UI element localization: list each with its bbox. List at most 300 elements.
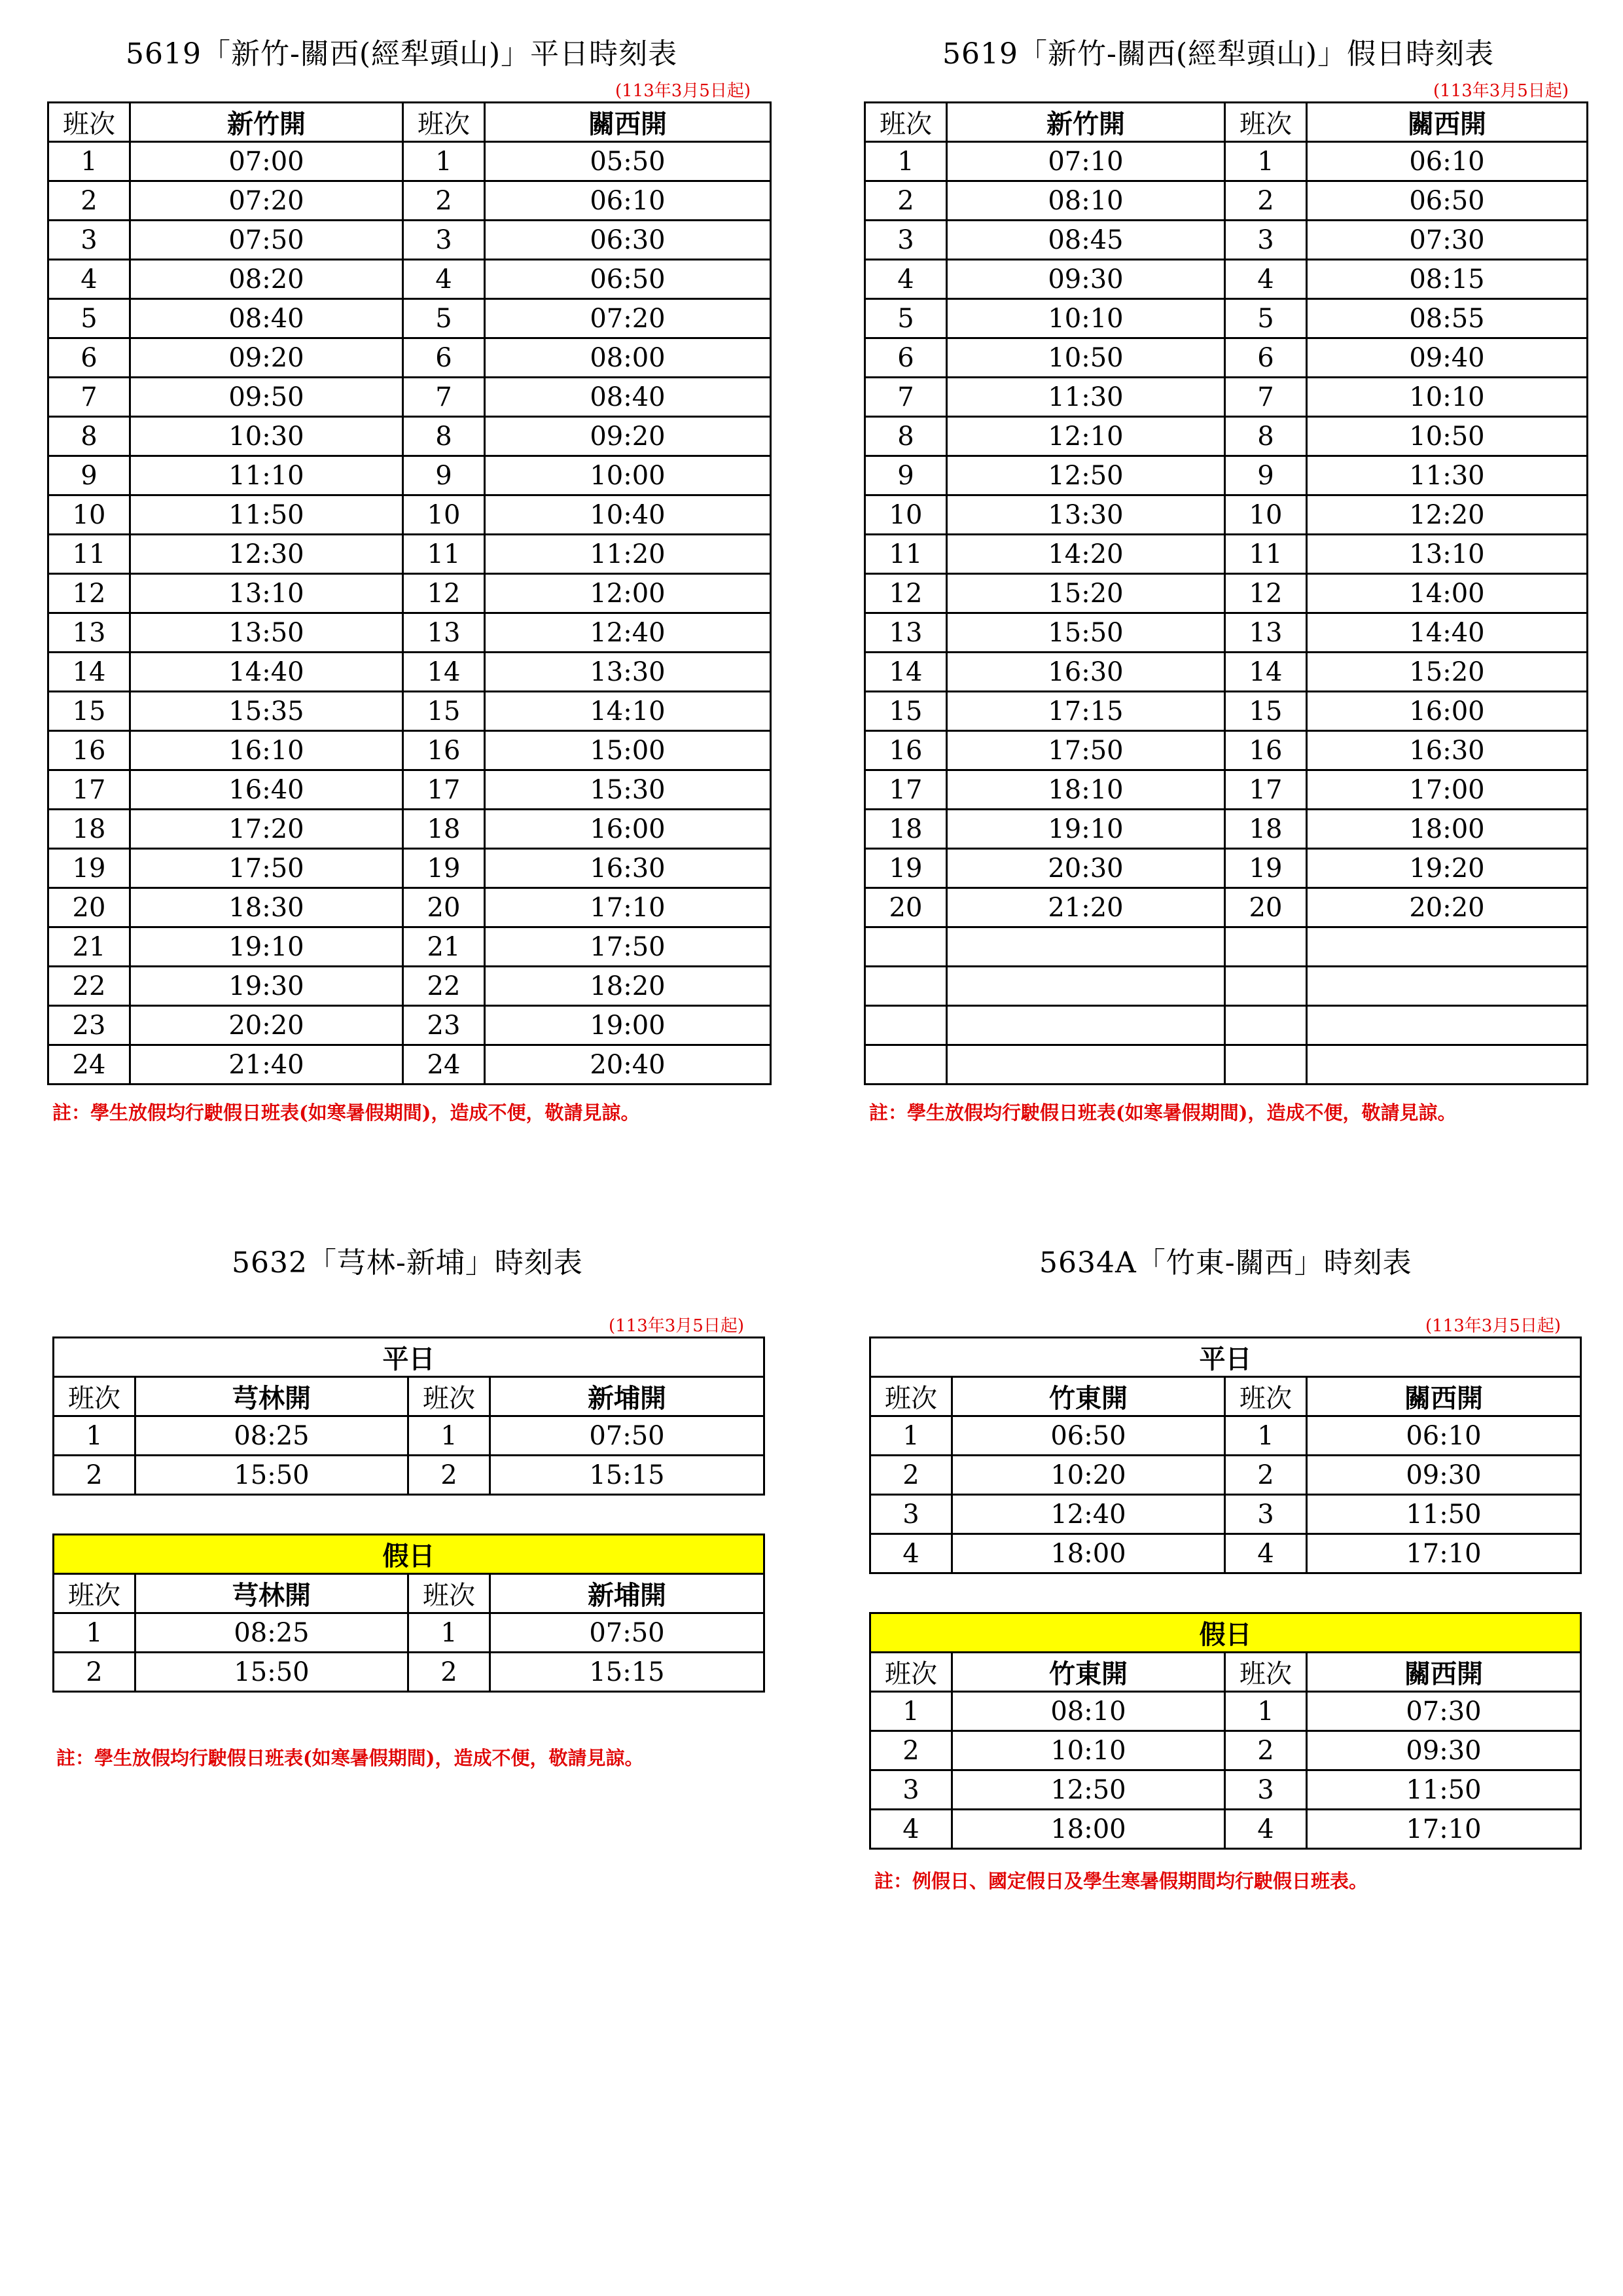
departure-time-cell: 10:10	[1307, 378, 1588, 417]
trip-no-cell	[865, 927, 947, 967]
table-row	[54, 1416, 764, 1456]
departure-time-cell: 11:50	[1307, 1770, 1581, 1810]
table-row	[54, 1653, 764, 1692]
table-row	[865, 653, 1588, 692]
trip-no-cell: 18	[1225, 810, 1307, 849]
weekday-label: 平日	[870, 1338, 1581, 1377]
departure-time-cell: 07:20	[485, 299, 771, 338]
trip-no-cell: 1	[1225, 1692, 1307, 1731]
holiday-label: 假日	[54, 1535, 764, 1574]
table-row	[865, 456, 1588, 495]
table-row	[48, 299, 771, 338]
header-row	[54, 1377, 764, 1416]
departure-b-header: 新埔開	[490, 1574, 764, 1613]
table-row	[48, 378, 771, 417]
table-row	[48, 888, 771, 927]
footnote: 註：學生放假均行駛假日班表(如寒暑假期間)，造成不便，敬請見諒。	[52, 1102, 640, 1124]
departure-time-cell: 09:30	[1307, 1456, 1581, 1495]
departure-time-cell: 15:50	[135, 1456, 408, 1495]
departure-time-cell: 07:50	[490, 1416, 764, 1456]
trip-no-cell: 2	[408, 1653, 490, 1692]
trip-no-cell: 7	[865, 378, 947, 417]
trip-no-cell: 3	[403, 221, 485, 260]
departure-time-cell: 06:50	[485, 260, 771, 299]
departure-time-cell: 08:15	[1307, 260, 1588, 299]
table-row	[865, 495, 1588, 535]
header-row	[54, 1574, 764, 1613]
departure-b-header: 關西開	[1307, 103, 1588, 142]
table-row	[48, 260, 771, 299]
table-row	[48, 417, 771, 456]
departure-time-cell: 09:30	[1307, 1731, 1581, 1770]
trip-no-cell: 11	[865, 535, 947, 574]
trip-no-cell: 6	[48, 338, 130, 378]
departure-time-cell: 10:10	[952, 1731, 1225, 1770]
trip-no-cell: 4	[865, 260, 947, 299]
departure-time-cell: 08:20	[130, 260, 403, 299]
trip-no-cell: 1	[54, 1416, 135, 1456]
departure-time-cell: 06:10	[1307, 1416, 1581, 1456]
departure-time-cell	[1307, 927, 1588, 967]
departure-time-cell: 16:30	[485, 849, 771, 888]
departure-time-cell: 07:50	[490, 1613, 764, 1653]
trip-no-header: 班次	[870, 1377, 952, 1416]
departure-time-cell: 08:40	[485, 378, 771, 417]
trip-no-cell: 16	[1225, 731, 1307, 770]
trip-no-header: 班次	[1225, 1653, 1307, 1692]
trip-no-cell: 5	[48, 299, 130, 338]
table-row	[870, 1495, 1581, 1534]
departure-time-cell	[1307, 1006, 1588, 1045]
trip-no-header: 班次	[48, 103, 130, 142]
trip-no-cell: 13	[403, 613, 485, 653]
trip-no-cell: 11	[48, 535, 130, 574]
trip-no-cell: 19	[48, 849, 130, 888]
departure-time-cell: 17:50	[947, 731, 1225, 770]
trip-no-cell: 1	[54, 1613, 135, 1653]
trip-no-cell: 14	[1225, 653, 1307, 692]
holiday-schedule-table	[52, 1534, 765, 1693]
departure-time-cell: 16:10	[130, 731, 403, 770]
departure-time-cell: 15:15	[490, 1456, 764, 1495]
trip-no-header: 班次	[408, 1574, 490, 1613]
table-row	[865, 299, 1588, 338]
trip-no-cell: 18	[48, 810, 130, 849]
departure-time-cell: 13:10	[130, 574, 403, 613]
departure-time-cell: 06:50	[952, 1416, 1225, 1456]
trip-no-cell	[1225, 1006, 1307, 1045]
departure-time-cell: 07:30	[1307, 221, 1588, 260]
trip-no-cell	[1225, 927, 1307, 967]
departure-a-header: 竹東開	[952, 1653, 1225, 1692]
departure-time-cell: 15:50	[135, 1653, 408, 1692]
table-row	[865, 1006, 1588, 1045]
trip-no-cell: 7	[48, 378, 130, 417]
trip-no-header: 班次	[408, 1377, 490, 1416]
trip-no-header: 班次	[1225, 1377, 1307, 1416]
section-header-row	[870, 1338, 1581, 1377]
departure-time-cell	[947, 967, 1225, 1006]
trip-no-cell: 6	[1225, 338, 1307, 378]
section-header-row	[54, 1535, 764, 1574]
departure-time-cell: 11:30	[1307, 456, 1588, 495]
header-row	[48, 103, 771, 142]
trip-no-cell: 2	[48, 181, 130, 221]
trip-no-cell: 24	[48, 1045, 130, 1085]
trip-no-cell: 3	[48, 221, 130, 260]
trip-no-cell	[1225, 1045, 1307, 1085]
trip-no-cell: 17	[48, 770, 130, 810]
departure-time-cell: 13:30	[485, 653, 771, 692]
departure-time-cell: 11:50	[130, 495, 403, 535]
departure-time-cell: 12:50	[952, 1770, 1225, 1810]
departure-time-cell: 17:50	[130, 849, 403, 888]
table-row	[870, 1692, 1581, 1731]
table-row	[865, 221, 1588, 260]
departure-time-cell: 08:25	[135, 1613, 408, 1653]
departure-time-cell: 08:00	[485, 338, 771, 378]
trip-no-cell: 14	[403, 653, 485, 692]
departure-b-header: 關西開	[485, 103, 771, 142]
table-row	[48, 456, 771, 495]
trip-no-cell: 9	[403, 456, 485, 495]
table-row	[48, 810, 771, 849]
trip-no-cell: 3	[1225, 1495, 1307, 1534]
departure-b-header: 關西開	[1307, 1377, 1581, 1416]
table-row	[865, 888, 1588, 927]
departure-time-cell: 11:20	[485, 535, 771, 574]
header-row	[865, 103, 1588, 142]
table-row	[865, 613, 1588, 653]
table-row	[865, 927, 1588, 967]
table-row	[54, 1613, 764, 1653]
departure-time-cell: 08:55	[1307, 299, 1588, 338]
trip-no-cell: 7	[403, 378, 485, 417]
table-row	[48, 495, 771, 535]
trip-no-cell: 1	[865, 142, 947, 181]
page-title: 5619「新竹-關西(經犁頭山)」假日時刻表	[942, 37, 1495, 71]
departure-time-cell: 18:10	[947, 770, 1225, 810]
departure-time-cell: 08:10	[947, 181, 1225, 221]
table-row	[865, 378, 1588, 417]
trip-no-cell: 2	[403, 181, 485, 221]
departure-time-cell: 19:10	[947, 810, 1225, 849]
departure-time-cell: 16:30	[1307, 731, 1588, 770]
table-row	[865, 181, 1588, 221]
trip-no-header: 班次	[865, 103, 947, 142]
trip-no-cell: 13	[865, 613, 947, 653]
trip-no-cell: 6	[403, 338, 485, 378]
trip-no-cell: 2	[870, 1731, 952, 1770]
trip-no-cell: 14	[48, 653, 130, 692]
trip-no-cell: 20	[48, 888, 130, 927]
table-row	[48, 181, 771, 221]
departure-time-cell: 08:40	[130, 299, 403, 338]
trip-no-cell: 22	[403, 967, 485, 1006]
departure-time-cell: 08:10	[952, 1692, 1225, 1731]
departure-time-cell: 15:20	[1307, 653, 1588, 692]
departure-time-cell: 12:50	[947, 456, 1225, 495]
trip-no-cell: 16	[865, 731, 947, 770]
departure-time-cell: 20:30	[947, 849, 1225, 888]
trip-no-cell: 1	[408, 1613, 490, 1653]
table-row	[870, 1534, 1581, 1573]
trip-no-cell: 5	[865, 299, 947, 338]
trip-no-cell: 2	[54, 1653, 135, 1692]
trip-no-cell: 4	[48, 260, 130, 299]
trip-no-cell: 23	[48, 1006, 130, 1045]
departure-time-cell: 14:40	[1307, 613, 1588, 653]
departure-time-cell	[947, 927, 1225, 967]
departure-a-header: 新竹開	[947, 103, 1225, 142]
trip-no-cell: 2	[54, 1456, 135, 1495]
trip-no-cell: 2	[1225, 181, 1307, 221]
header-row	[870, 1653, 1581, 1692]
departure-time-cell: 15:35	[130, 692, 403, 731]
trip-no-cell: 19	[1225, 849, 1307, 888]
departure-time-cell: 13:50	[130, 613, 403, 653]
trip-no-cell: 4	[403, 260, 485, 299]
trip-no-cell: 3	[1225, 1770, 1307, 1810]
departure-time-cell: 09:40	[1307, 338, 1588, 378]
table-row	[48, 613, 771, 653]
trip-no-cell: 9	[1225, 456, 1307, 495]
departure-time-cell	[1307, 967, 1588, 1006]
departure-b-header: 新埔開	[490, 1377, 764, 1416]
departure-time-cell: 18:20	[485, 967, 771, 1006]
trip-no-cell: 19	[403, 849, 485, 888]
section-header-row	[54, 1338, 764, 1377]
table-row	[48, 142, 771, 181]
trip-no-cell: 17	[865, 770, 947, 810]
trip-no-cell: 3	[1225, 221, 1307, 260]
departure-time-cell: 12:40	[485, 613, 771, 653]
departure-time-cell: 17:10	[485, 888, 771, 927]
departure-time-cell: 06:30	[485, 221, 771, 260]
trip-no-header: 班次	[54, 1377, 135, 1416]
departure-time-cell: 07:30	[1307, 1692, 1581, 1731]
departure-time-cell: 16:00	[1307, 692, 1588, 731]
trip-no-cell: 17	[1225, 770, 1307, 810]
table-row	[48, 574, 771, 613]
weekday-schedule-table	[52, 1336, 765, 1496]
table-row	[48, 731, 771, 770]
trip-no-cell: 12	[403, 574, 485, 613]
trip-no-cell: 1	[403, 142, 485, 181]
trip-no-cell: 21	[403, 927, 485, 967]
departure-b-header: 關西開	[1307, 1653, 1581, 1692]
departure-time-cell: 20:20	[130, 1006, 403, 1045]
departure-time-cell: 17:00	[1307, 770, 1588, 810]
trip-no-cell: 15	[865, 692, 947, 731]
table-row	[870, 1416, 1581, 1456]
departure-time-cell: 14:10	[485, 692, 771, 731]
table-row	[48, 967, 771, 1006]
table-row	[870, 1731, 1581, 1770]
departure-time-cell: 17:15	[947, 692, 1225, 731]
departure-time-cell: 10:50	[947, 338, 1225, 378]
trip-no-cell: 2	[408, 1456, 490, 1495]
departure-time-cell: 07:20	[130, 181, 403, 221]
departure-time-cell: 14:00	[1307, 574, 1588, 613]
page-title: 5634A「竹東-關西」時刻表	[1039, 1246, 1412, 1280]
weekday-label: 平日	[54, 1338, 764, 1377]
trip-no-cell: 18	[865, 810, 947, 849]
trip-no-cell: 11	[1225, 535, 1307, 574]
trip-no-cell: 6	[865, 338, 947, 378]
trip-no-header: 班次	[403, 103, 485, 142]
trip-no-cell: 23	[403, 1006, 485, 1045]
departure-a-header: 竹東開	[952, 1377, 1225, 1416]
table-row	[48, 221, 771, 260]
departure-time-cell: 10:00	[485, 456, 771, 495]
table-row	[865, 849, 1588, 888]
departure-time-cell: 21:40	[130, 1045, 403, 1085]
departure-time-cell: 11:10	[130, 456, 403, 495]
trip-no-cell: 5	[1225, 299, 1307, 338]
trip-no-cell: 13	[1225, 613, 1307, 653]
departure-time-cell: 20:20	[1307, 888, 1588, 927]
departure-time-cell: 13:10	[1307, 535, 1588, 574]
departure-time-cell: 19:00	[485, 1006, 771, 1045]
departure-time-cell: 17:10	[1307, 1810, 1581, 1849]
trip-no-cell: 4	[1225, 1810, 1307, 1849]
departure-time-cell: 06:10	[1307, 142, 1588, 181]
departure-time-cell: 18:00	[952, 1810, 1225, 1849]
table-row	[48, 535, 771, 574]
trip-no-cell: 13	[48, 613, 130, 653]
table-row	[865, 692, 1588, 731]
departure-a-header: 新竹開	[130, 103, 403, 142]
holiday-label: 假日	[870, 1613, 1581, 1653]
departure-time-cell: 15:00	[485, 731, 771, 770]
effective-date: (113年3月5日起)	[615, 81, 751, 101]
trip-no-cell: 15	[403, 692, 485, 731]
departure-time-cell: 15:50	[947, 613, 1225, 653]
table-row	[48, 770, 771, 810]
trip-no-cell: 16	[403, 731, 485, 770]
table-row	[48, 849, 771, 888]
trip-no-cell: 11	[403, 535, 485, 574]
departure-time-cell: 06:10	[485, 181, 771, 221]
departure-time-cell: 10:40	[485, 495, 771, 535]
trip-no-cell: 3	[870, 1770, 952, 1810]
table-row	[54, 1456, 764, 1495]
departure-time-cell: 11:50	[1307, 1495, 1581, 1534]
table-row	[865, 260, 1588, 299]
departure-time-cell: 12:10	[947, 417, 1225, 456]
departure-time-cell: 19:30	[130, 967, 403, 1006]
header-row	[870, 1377, 1581, 1416]
departure-time-cell: 12:40	[952, 1495, 1225, 1534]
departure-time-cell: 16:30	[947, 653, 1225, 692]
trip-no-cell: 20	[865, 888, 947, 927]
trip-no-cell: 10	[865, 495, 947, 535]
departure-time-cell: 09:20	[130, 338, 403, 378]
departure-time-cell: 15:15	[490, 1653, 764, 1692]
departure-time-cell: 09:30	[947, 260, 1225, 299]
departure-time-cell: 18:00	[952, 1534, 1225, 1573]
schedule-table	[864, 101, 1588, 1085]
trip-no-cell: 2	[1225, 1731, 1307, 1770]
departure-time-cell: 19:20	[1307, 849, 1588, 888]
trip-no-cell: 10	[1225, 495, 1307, 535]
trip-no-cell: 10	[403, 495, 485, 535]
footnote: 註：學生放假均行駛假日班表(如寒暑假期間)，造成不便，敬請見諒。	[56, 1747, 644, 1769]
trip-no-cell: 7	[1225, 378, 1307, 417]
departure-time-cell: 10:20	[952, 1456, 1225, 1495]
trip-no-cell	[1225, 967, 1307, 1006]
trip-no-cell: 9	[48, 456, 130, 495]
departure-time-cell: 10:30	[130, 417, 403, 456]
departure-time-cell: 08:25	[135, 1416, 408, 1456]
departure-time-cell: 14:20	[947, 535, 1225, 574]
trip-no-cell: 12	[48, 574, 130, 613]
trip-no-cell: 15	[1225, 692, 1307, 731]
departure-time-cell: 17:20	[130, 810, 403, 849]
trip-no-cell: 24	[403, 1045, 485, 1085]
trip-no-cell: 16	[48, 731, 130, 770]
trip-no-cell: 4	[1225, 260, 1307, 299]
departure-time-cell: 15:20	[947, 574, 1225, 613]
table-row	[865, 535, 1588, 574]
trip-no-cell	[865, 967, 947, 1006]
departure-time-cell: 13:30	[947, 495, 1225, 535]
trip-no-cell: 8	[403, 417, 485, 456]
departure-time-cell: 09:50	[130, 378, 403, 417]
trip-no-cell: 22	[48, 967, 130, 1006]
table-row	[865, 770, 1588, 810]
departure-time-cell: 12:30	[130, 535, 403, 574]
trip-no-cell: 20	[403, 888, 485, 927]
footnote: 註：學生放假均行駛假日班表(如寒暑假期間)，造成不便，敬請見諒。	[869, 1102, 1457, 1124]
departure-time-cell	[947, 1006, 1225, 1045]
departure-time-cell: 17:10	[1307, 1534, 1581, 1573]
table-row	[48, 692, 771, 731]
effective-date: (113年3月5日起)	[1425, 1316, 1561, 1336]
departure-a-header: 芎林開	[135, 1574, 408, 1613]
departure-time-cell: 07:10	[947, 142, 1225, 181]
table-row	[48, 1045, 771, 1085]
departure-time-cell: 09:20	[485, 417, 771, 456]
trip-no-cell: 1	[870, 1416, 952, 1456]
trip-no-cell: 8	[1225, 417, 1307, 456]
trip-no-cell: 8	[865, 417, 947, 456]
footnote: 註：例假日、國定假日及學生寒暑假期間均行駛假日班表。	[874, 1870, 1368, 1892]
effective-date: (113年3月5日起)	[609, 1316, 744, 1336]
table-row	[48, 338, 771, 378]
table-row	[870, 1770, 1581, 1810]
departure-time-cell: 07:00	[130, 142, 403, 181]
departure-time-cell: 05:50	[485, 142, 771, 181]
departure-time-cell: 11:30	[947, 378, 1225, 417]
trip-no-cell: 18	[403, 810, 485, 849]
trip-no-cell: 5	[403, 299, 485, 338]
departure-time-cell	[1307, 1045, 1588, 1085]
departure-time-cell: 08:45	[947, 221, 1225, 260]
trip-no-cell: 3	[870, 1495, 952, 1534]
effective-date: (113年3月5日起)	[1433, 81, 1569, 101]
trip-no-cell: 21	[48, 927, 130, 967]
table-row	[870, 1810, 1581, 1849]
table-row	[865, 574, 1588, 613]
trip-no-cell: 1	[48, 142, 130, 181]
trip-no-cell	[865, 1045, 947, 1085]
holiday-schedule-table	[869, 1612, 1582, 1850]
table-row	[865, 967, 1588, 1006]
schedule-table	[47, 101, 772, 1085]
trip-no-header: 班次	[1225, 103, 1307, 142]
